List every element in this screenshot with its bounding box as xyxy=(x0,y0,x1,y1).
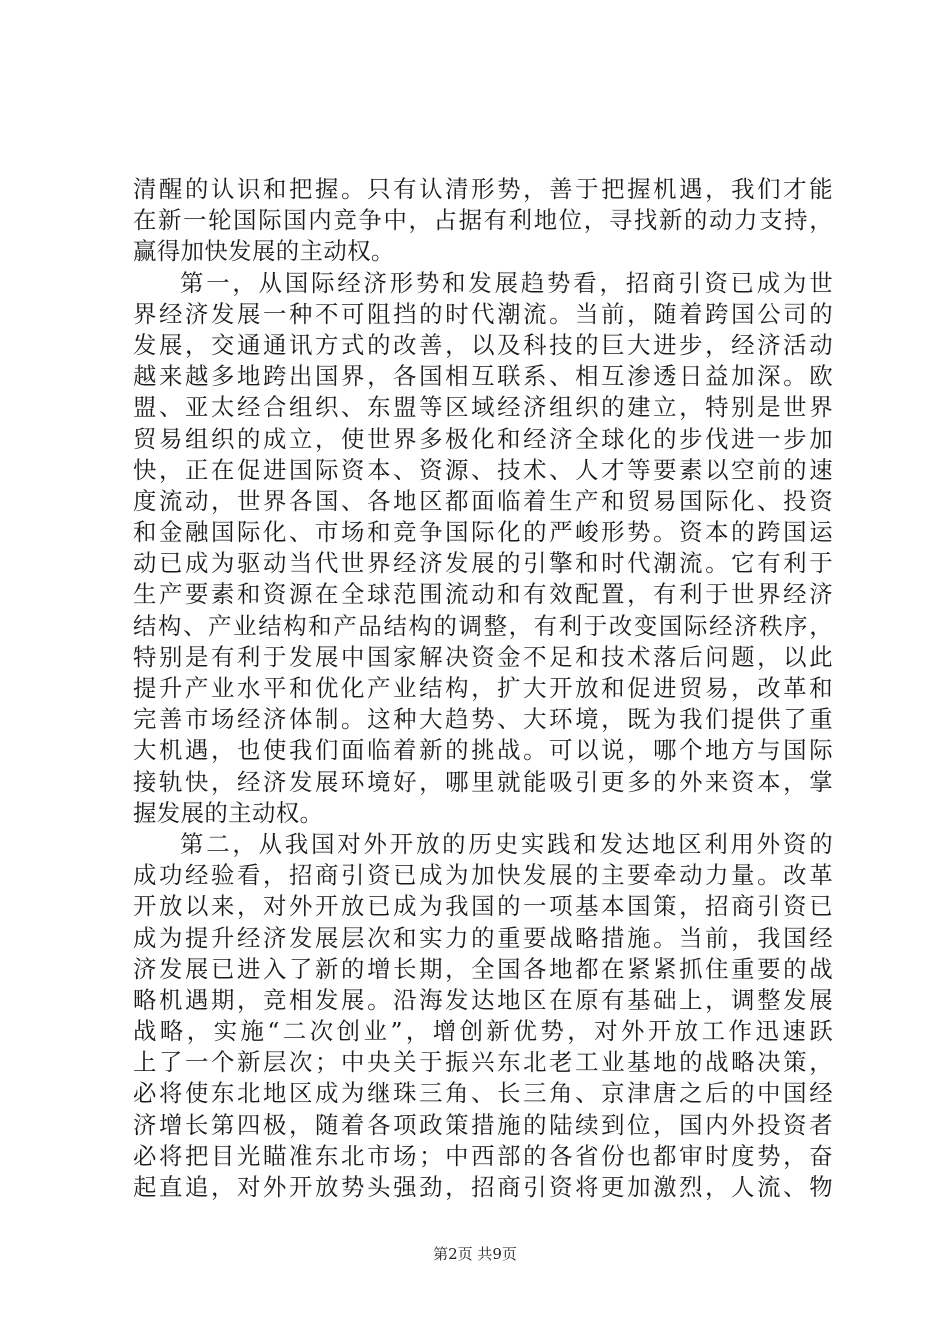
text-line: 上了一个新层次；中央关于振兴东北老工业基地的战略决策， xyxy=(133,1048,833,1077)
text-line: 生产要素和资源在全球范围流动和有效配置，有利于世界经济 xyxy=(133,580,833,609)
text-line: 结构、产业结构和产品结构的调整，有利于改变国际经济秩序， xyxy=(133,611,833,640)
document-body xyxy=(133,174,833,1203)
text-line: 起直追，对外开放势头强劲，招商引资将更加激烈，人流、物 xyxy=(133,1173,833,1201)
text-line: 赢得加快发展的主动权。 xyxy=(133,237,395,266)
text-line: 第一，从国际经济形势和发展趋势看，招商引资已成为世 xyxy=(180,268,833,297)
text-line: 完善市场经济体制。这种大趋势、大环境，既为我们提供了重 xyxy=(133,705,833,734)
text-line: 必将使东北地区成为继珠三角、长三角、京津唐之后的中国经 xyxy=(133,1079,833,1108)
text-line: 必将把目光瞄准东北市场；中西部的各省份也都审时度势，奋 xyxy=(133,1141,833,1170)
text-line: 略机遇期，竞相发展。沿海发达地区在原有基础上，调整发展 xyxy=(133,985,833,1014)
text-line: 盟、亚太经合组织、东盟等区域经济组织的建立，特别是世界 xyxy=(133,393,833,422)
text-line: 特别是有利于发展中国家解决资金不足和技术落后问题，以此 xyxy=(133,642,833,671)
text-line: 开放以来，对外开放已成为我国的一项基本国策，招商引资已 xyxy=(133,892,833,921)
text-line: 越来越多地跨出国界，各国相互联系、相互渗透日益加深。欧 xyxy=(133,362,833,391)
text-line: 济发展已进入了新的增长期，全国各地都在紧紧抓住重要的战 xyxy=(133,954,833,983)
text-line: 济增长第四极，随着各项政策措施的陆续到位，国内外投资者 xyxy=(133,1110,833,1139)
text-line: 接轨快，经济发展环境好，哪里就能吸引更多的外来资本，掌 xyxy=(133,767,833,796)
text-line: 清醒的认识和把握。只有认清形势，善于把握机遇，我们才能 xyxy=(133,175,833,203)
text-line: 动已成为驱动当代世界经济发展的引擎和时代潮流。它有利于 xyxy=(133,549,833,578)
text-line: 成功经验看，招商引资已成为加快发展的主要牵动力量。改革 xyxy=(133,861,833,890)
text-line: 提升产业水平和优化产业结构，扩大开放和促进贸易，改革和 xyxy=(133,674,833,702)
text-line: 和金融国际化、市场和竞争国际化的严峻形势。资本的跨国运 xyxy=(133,518,833,547)
text-line: 度流动，世界各国、各地区都面临着生产和贸易国际化、投资 xyxy=(133,486,833,515)
text-line: 快，正在促进国际资本、资源、技术、人才等要素以空前的速 xyxy=(133,455,833,484)
text-line: 大机遇，也使我们面临着新的挑战。可以说，哪个地方与国际 xyxy=(133,736,833,765)
text-line: 界经济发展一种不可阻挡的时代潮流。当前，随着跨国公司的 xyxy=(133,299,833,328)
text-line: 战略，实施“二次创业”，增创新优势，对外开放工作迅速跃 xyxy=(133,1017,833,1046)
text-line: 在新一轮国际国内竞争中，占据有利地位，寻找新的动力支持， xyxy=(133,206,833,235)
text-line: 握发展的主动权。 xyxy=(133,798,324,827)
text-line: 发展，交通通讯方式的改善，以及科技的巨大进步，经济活动 xyxy=(133,330,833,359)
text-line: 贸易组织的成立，使世界多极化和经济全球化的步伐进一步加 xyxy=(133,424,833,453)
page-footer: 第2页 共9页 xyxy=(433,1245,517,1263)
text-line: 成为提升经济发展层次和实力的重要战略措施。当前，我国经 xyxy=(133,923,833,952)
text-line: 第二，从我国对外开放的历史实践和发达地区利用外资的 xyxy=(180,829,833,858)
